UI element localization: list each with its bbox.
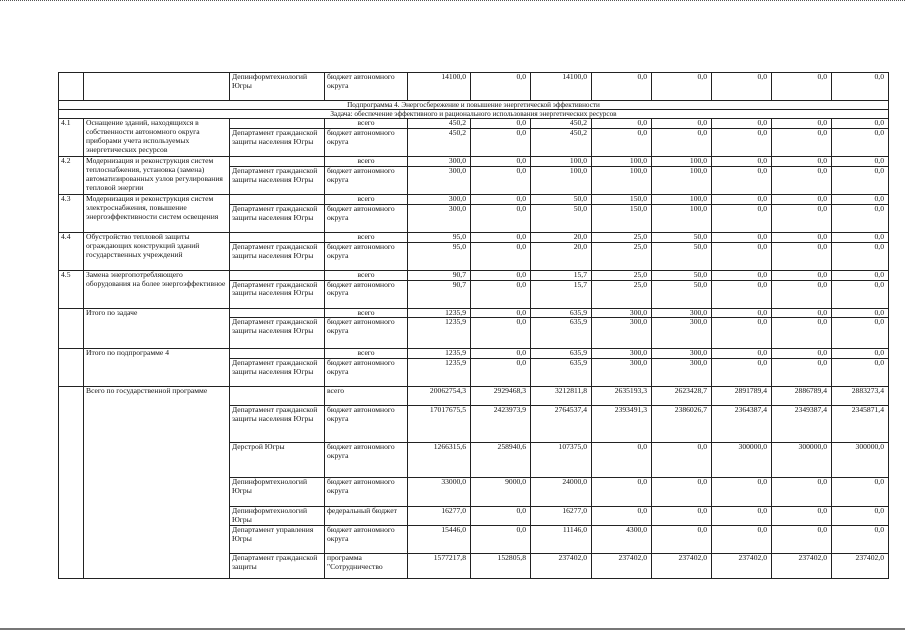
executor-cell: Департамент гражданской защиты населения Югры [230, 242, 325, 270]
value-cell: 90,7 [408, 280, 471, 308]
item-number-cell: 4.1 [59, 119, 84, 157]
value-cell: 237402,0 [592, 554, 652, 579]
value-cell: 0,0 [832, 526, 889, 554]
value-cell: 0,0 [772, 204, 832, 232]
executor-cell [230, 308, 325, 318]
executor-cell [230, 232, 325, 242]
value-cell: 0,0 [772, 166, 832, 194]
value-cell: 0,0 [772, 156, 832, 166]
value-cell: 15,7 [531, 270, 592, 280]
value-cell: 0,0 [772, 359, 832, 387]
value-cell: 1235,9 [408, 308, 471, 318]
source-cell: бюджет автономного округа [325, 280, 408, 308]
executor-cell: Департамент гражданской защиты населения Югры [230, 166, 325, 194]
section-heading-row [59, 101, 889, 110]
value-cell: 300,0 [408, 204, 471, 232]
value-cell: 0,0 [772, 478, 832, 507]
value-cell: 50,0 [531, 204, 592, 232]
item-number-cell [59, 73, 84, 101]
source-cell: бюджет автономного округа [325, 443, 408, 478]
value-cell: 0,0 [712, 119, 772, 129]
executor-cell: Департамент гражданской защиты населения Югры [230, 204, 325, 232]
value-cell: 0,0 [471, 119, 531, 129]
value-cell: 16277,0 [408, 507, 471, 526]
source-cell: всего [325, 156, 408, 166]
value-cell: 0,0 [652, 73, 712, 101]
value-cell: 50,0 [652, 280, 712, 308]
value-cell: 100,0 [652, 194, 712, 204]
value-cell: 0,0 [471, 280, 531, 308]
value-cell: 635,9 [531, 359, 592, 387]
value-cell: 300,0 [652, 349, 712, 359]
task-heading-row [59, 110, 889, 119]
value-cell: 1235,9 [408, 318, 471, 349]
value-cell: 0,0 [832, 280, 889, 308]
value-cell: 0,0 [471, 349, 531, 359]
item-name-cell: Замена энергопотребляющего оборудования на более энергоэффективное [84, 270, 230, 308]
value-cell: 2891789,4 [712, 387, 772, 406]
value-cell: 16277,0 [531, 507, 592, 526]
value-cell: 0,0 [772, 526, 832, 554]
value-cell: 450,2 [531, 119, 592, 129]
value-cell: 0,0 [592, 73, 652, 101]
value-cell: 0,0 [712, 359, 772, 387]
table-row [59, 349, 889, 359]
value-cell: 0,0 [832, 128, 889, 156]
item-number-cell: 4.4 [59, 232, 84, 270]
item-name-cell: Обустройство тепловой защиты ограждающих конструкций зданий государственных учреждений [84, 232, 230, 270]
value-cell: 0,0 [471, 166, 531, 194]
value-cell: 0,0 [592, 119, 652, 129]
value-cell: 0,0 [772, 507, 832, 526]
table-row [59, 156, 889, 166]
item-number-cell: 4.2 [59, 156, 84, 194]
value-cell: 450,2 [408, 128, 471, 156]
value-cell: 50,0 [652, 232, 712, 242]
value-cell: 0,0 [832, 318, 889, 349]
value-cell: 2886789,4 [772, 387, 832, 406]
executor-cell: Департамент гражданской защиты населения Югры [230, 128, 325, 156]
value-cell: 0,0 [772, 308, 832, 318]
value-cell: 300,0 [652, 318, 712, 349]
value-cell: 0,0 [772, 128, 832, 156]
value-cell: 635,9 [531, 318, 592, 349]
value-cell: 100,0 [592, 156, 652, 166]
value-cell: 100,0 [531, 156, 592, 166]
value-cell: 15,7 [531, 280, 592, 308]
value-cell: 0,0 [832, 73, 889, 101]
source-cell: бюджет автономного округа [325, 318, 408, 349]
executor-cell: Департамент управления Югры [230, 526, 325, 554]
program-funding-table-sheet [58, 72, 889, 579]
item-number-cell: 4.3 [59, 194, 84, 232]
table-row [59, 387, 889, 406]
source-cell: бюджет автономного округа [325, 526, 408, 554]
value-cell: 2349387,4 [772, 406, 832, 443]
scan-edge-top [0, 0, 905, 13]
value-cell: 100,0 [652, 156, 712, 166]
value-cell: 20062754,3 [408, 387, 471, 406]
value-cell: 0,0 [832, 478, 889, 507]
value-cell: 2393491,3 [592, 406, 652, 443]
source-cell: бюджет автономного округа [325, 242, 408, 270]
value-cell: 100,0 [592, 166, 652, 194]
value-cell: 2929468,3 [471, 387, 531, 406]
value-cell: 0,0 [832, 349, 889, 359]
value-cell: 0,0 [712, 128, 772, 156]
value-cell: 50,0 [652, 242, 712, 270]
value-cell: 300000,0 [712, 443, 772, 478]
value-cell: 25,0 [592, 242, 652, 270]
value-cell: 2883273,4 [832, 387, 889, 406]
value-cell: 0,0 [772, 119, 832, 129]
value-cell: 0,0 [471, 73, 531, 101]
task-heading: Задача: обеспечение эффективного и рационального использования энергетических ресурсов [59, 110, 889, 119]
item-name-cell: Модернизация и реконструкция систем теплоснабжения, установка (замена) автоматизированных узлов регулирования тепловой энергии [84, 156, 230, 194]
value-cell: 90,7 [408, 270, 471, 280]
value-cell: 95,0 [408, 242, 471, 270]
value-cell: 0,0 [772, 349, 832, 359]
value-cell: 100,0 [652, 166, 712, 194]
value-cell: 0,0 [471, 156, 531, 166]
value-cell: 50,0 [531, 194, 592, 204]
value-cell: 0,0 [712, 194, 772, 204]
value-cell: 0,0 [712, 526, 772, 554]
value-cell: 0,0 [712, 507, 772, 526]
source-cell: всего [325, 270, 408, 280]
executor-cell: Департамент гражданской защиты населения Югры [230, 406, 325, 443]
value-cell: 150,0 [592, 194, 652, 204]
value-cell: 0,0 [832, 232, 889, 242]
executor-cell: Департамент гражданской защиты [230, 554, 325, 579]
item-name-cell: Итого по задаче [84, 308, 230, 349]
source-cell: бюджет автономного округа [325, 128, 408, 156]
executor-cell [230, 349, 325, 359]
value-cell: 0,0 [832, 507, 889, 526]
value-cell: 0,0 [471, 308, 531, 318]
executor-cell: Депинформтехнологий Югры [230, 478, 325, 507]
executor-cell: Департамент гражданской защиты населения Югры [230, 280, 325, 308]
value-cell: 0,0 [712, 308, 772, 318]
item-number-cell [59, 387, 84, 579]
value-cell: 0,0 [712, 318, 772, 349]
value-cell: 300,0 [592, 318, 652, 349]
item-name-cell [84, 73, 230, 101]
value-cell: 300,0 [592, 349, 652, 359]
table-row [59, 270, 889, 280]
source-cell: бюджет автономного округа [325, 359, 408, 387]
value-cell: 11146,0 [531, 526, 592, 554]
source-cell: бюджет автономного округа [325, 73, 408, 101]
item-name-cell: Всего по государственной программе [84, 387, 230, 579]
program-funding-table [58, 72, 889, 579]
table-row [59, 194, 889, 204]
value-cell: 1577217,8 [408, 554, 471, 579]
source-cell: федеральный бюджет [325, 507, 408, 526]
value-cell: 0,0 [712, 270, 772, 280]
value-cell: 0,0 [832, 242, 889, 270]
value-cell: 0,0 [471, 526, 531, 554]
value-cell: 14100,0 [531, 73, 592, 101]
value-cell: 237402,0 [531, 554, 592, 579]
value-cell: 0,0 [592, 478, 652, 507]
value-cell: 237402,0 [712, 554, 772, 579]
table-row [59, 119, 889, 129]
value-cell: 237402,0 [832, 554, 889, 579]
value-cell: 0,0 [712, 349, 772, 359]
value-cell: 635,9 [531, 349, 592, 359]
source-cell: программа "Сотрудничество [325, 554, 408, 579]
value-cell: 0,0 [471, 507, 531, 526]
value-cell: 17017675,5 [408, 406, 471, 443]
value-cell: 300,0 [652, 308, 712, 318]
value-cell: 9000,0 [471, 478, 531, 507]
value-cell: 2635193,3 [592, 387, 652, 406]
value-cell: 0,0 [592, 443, 652, 478]
value-cell: 0,0 [712, 156, 772, 166]
value-cell: 2623428,7 [652, 387, 712, 406]
value-cell: 0,0 [471, 242, 531, 270]
value-cell: 100,0 [652, 204, 712, 232]
value-cell: 0,0 [772, 194, 832, 204]
value-cell: 300,0 [592, 359, 652, 387]
value-cell: 100,0 [531, 166, 592, 194]
executor-cell: Департамент гражданской защиты населения Югры [230, 359, 325, 387]
value-cell: 300,0 [408, 156, 471, 166]
value-cell: 0,0 [592, 128, 652, 156]
source-cell: всего [325, 308, 408, 318]
value-cell: 0,0 [832, 156, 889, 166]
source-cell: бюджет автономного округа [325, 204, 408, 232]
value-cell: 14100,0 [408, 73, 471, 101]
section-heading: Подпрограмма 4. Энергосбережение и повышение энергетической эффективности [59, 101, 889, 110]
value-cell: 0,0 [832, 194, 889, 204]
value-cell: 0,0 [712, 232, 772, 242]
value-cell: 20,0 [531, 242, 592, 270]
source-cell: бюджет автономного округа [325, 166, 408, 194]
scan-edge-bottom [0, 628, 905, 630]
value-cell: 635,9 [531, 308, 592, 318]
value-cell: 1266315,6 [408, 443, 471, 478]
value-cell: 0,0 [471, 128, 531, 156]
value-cell: 50,0 [652, 270, 712, 280]
executor-cell: Депинформтехнологий Югры [230, 73, 325, 101]
value-cell: 25,0 [592, 232, 652, 242]
item-number-cell [59, 308, 84, 349]
value-cell: 0,0 [712, 280, 772, 308]
item-number-cell: 4.5 [59, 270, 84, 308]
table-row [59, 73, 889, 101]
value-cell: 0,0 [772, 73, 832, 101]
value-cell: 2364387,4 [712, 406, 772, 443]
executor-cell [230, 119, 325, 129]
value-cell: 0,0 [652, 526, 712, 554]
value-cell: 0,0 [772, 242, 832, 270]
value-cell: 25,0 [592, 270, 652, 280]
executor-cell: Дерстрой Югры [230, 443, 325, 478]
value-cell: 20,0 [531, 232, 592, 242]
source-cell: бюджет автономного округа [325, 406, 408, 443]
value-cell: 300,0 [408, 194, 471, 204]
value-cell: 0,0 [772, 280, 832, 308]
source-cell: всего [325, 194, 408, 204]
source-cell: всего [325, 349, 408, 359]
value-cell: 0,0 [832, 359, 889, 387]
value-cell: 107375,0 [531, 443, 592, 478]
value-cell: 0,0 [832, 166, 889, 194]
value-cell: 300000,0 [772, 443, 832, 478]
value-cell: 300,0 [652, 359, 712, 387]
executor-cell: Депинформтехнологий Югры [230, 507, 325, 526]
value-cell: 25,0 [592, 280, 652, 308]
value-cell: 0,0 [471, 359, 531, 387]
value-cell: 450,2 [531, 128, 592, 156]
table-row [59, 232, 889, 242]
value-cell: 0,0 [772, 318, 832, 349]
value-cell: 150,0 [592, 204, 652, 232]
value-cell: 300,0 [408, 166, 471, 194]
value-cell: 0,0 [712, 166, 772, 194]
executor-cell [230, 194, 325, 204]
value-cell: 2423973,9 [471, 406, 531, 443]
table-row [59, 308, 889, 318]
value-cell: 152805,8 [471, 554, 531, 579]
executor-cell [230, 270, 325, 280]
value-cell: 0,0 [712, 242, 772, 270]
source-cell: всего [325, 232, 408, 242]
source-cell: бюджет автономного округа [325, 478, 408, 507]
source-cell: всего [325, 387, 408, 406]
value-cell: 0,0 [832, 308, 889, 318]
value-cell: 450,2 [408, 119, 471, 129]
value-cell: 0,0 [471, 232, 531, 242]
value-cell: 0,0 [652, 443, 712, 478]
executor-cell [230, 387, 325, 406]
value-cell: 24000,0 [531, 478, 592, 507]
value-cell: 1235,9 [408, 359, 471, 387]
value-cell: 0,0 [652, 119, 712, 129]
value-cell: 300,0 [592, 308, 652, 318]
value-cell: 0,0 [592, 507, 652, 526]
value-cell: 95,0 [408, 232, 471, 242]
value-cell: 0,0 [832, 270, 889, 280]
value-cell: 2386026,7 [652, 406, 712, 443]
table-body [59, 73, 889, 579]
value-cell: 0,0 [471, 204, 531, 232]
value-cell: 0,0 [772, 270, 832, 280]
value-cell: 0,0 [471, 194, 531, 204]
value-cell: 0,0 [652, 507, 712, 526]
item-name-cell: Модернизация и реконструкция систем электроснабжения, повышение энергоэффективности систем освещения [84, 194, 230, 232]
value-cell: 0,0 [471, 270, 531, 280]
value-cell: 0,0 [712, 204, 772, 232]
value-cell: 0,0 [652, 128, 712, 156]
value-cell: 0,0 [712, 73, 772, 101]
executor-cell [230, 156, 325, 166]
value-cell: 1235,9 [408, 349, 471, 359]
item-name-cell: Оснащение зданий, находящихся в собственности автономного округа приборами учета используемых энергетических ресурсов [84, 119, 230, 157]
value-cell: 33000,0 [408, 478, 471, 507]
value-cell: 258940,6 [471, 443, 531, 478]
executor-cell: Департамент гражданской защиты населения Югры [230, 318, 325, 349]
value-cell: 300000,0 [832, 443, 889, 478]
value-cell: 237402,0 [772, 554, 832, 579]
value-cell: 2345871,4 [832, 406, 889, 443]
source-cell: всего [325, 119, 408, 129]
value-cell: 15446,0 [408, 526, 471, 554]
value-cell: 0,0 [772, 232, 832, 242]
value-cell: 2764537,4 [531, 406, 592, 443]
item-number-cell [59, 349, 84, 387]
value-cell: 237402,0 [652, 554, 712, 579]
value-cell: 0,0 [652, 478, 712, 507]
value-cell: 4300,0 [592, 526, 652, 554]
value-cell: 0,0 [712, 478, 772, 507]
value-cell: 0,0 [832, 119, 889, 129]
value-cell: 0,0 [471, 318, 531, 349]
value-cell: 0,0 [832, 204, 889, 232]
value-cell: 3212811,8 [531, 387, 592, 406]
item-name-cell: Итого по подпрограмме 4 [84, 349, 230, 387]
